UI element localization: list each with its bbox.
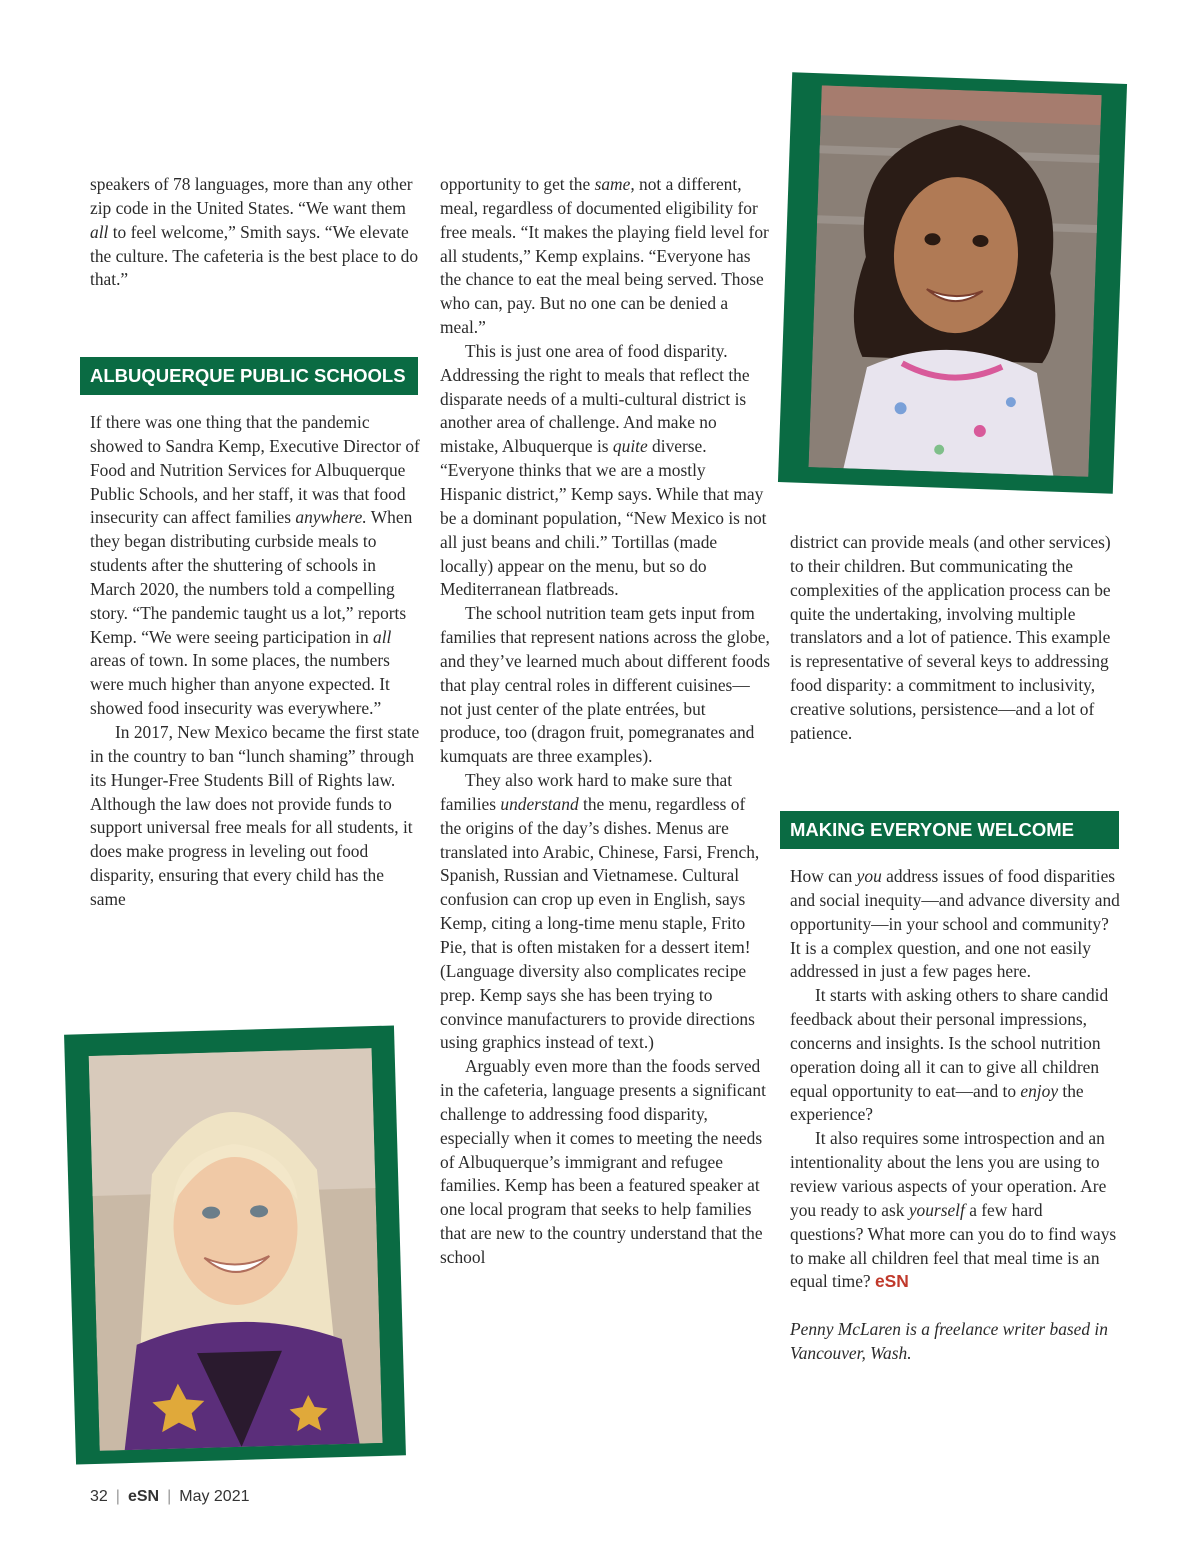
paragraph: How can you address issues of food disparities and social inequity—and advance diversity and opportunity—in your school and community? It is a complex question, and one not easily addressed in just a few pages here. <box>790 866 1120 982</box>
page-footer: 32 | eSN | May 2021 <box>90 1488 250 1505</box>
column-3-body <box>790 865 1120 1366</box>
photo-frame-girl-blonde <box>64 1025 406 1464</box>
magazine-name: eSN <box>127 1488 160 1505</box>
paragraph: opportunity to get the same, not a different, meal, regardless of documented eligibility for free meals. “It makes the playing field level for all students,” Kemp explains. “Everyone has the chance to eat the meal being served. Those who can, pay. But no one can be denied a meal.” <box>440 174 769 338</box>
column-1-body <box>90 411 420 912</box>
paragraph: speakers of 78 languages, more than any other zip code in the United States. “We want them all to feel welcome,” Smith says. “We elevate the culture. The cafeteria is the best place to do that.” <box>90 174 419 290</box>
paragraph: The school nutrition team gets input from families that represent nations across the globe, and they’ve learned much about different foods that play central roles in different cuisines—not just center of the plate entrées, but produce, too (dragon fruit, pomegranates and kumquats are three examples). <box>440 603 770 767</box>
column-2 <box>440 173 770 1270</box>
paragraph: This is just one area of food disparity. Addressing the right to meals that reflect the disparate needs of a multi-cultural district is another area of challenge. And make no mistake, Albuquerque is quite diverse. “Everyone thinks that we are a mostly Hispanic district,” Kemp says. While that may be a dominant population, “New Mexico is not all just beans and chili.” Tortillas (made locally) appear on the menu, but so do Mediterranean flatbreads. <box>440 340 767 600</box>
paragraph: district can provide meals (and other services) to their children. But communicating the complexities of the application process can be quite the undertaking, involving multiple translators and a lot of patience. This example is representative of several keys to addressing food disparity: a commitment to inclusivity, creative solutions, persistence—and a lot of patience. <box>790 532 1111 743</box>
section-heading-making-everyone-welcome: MAKING EVERYONE WELCOME <box>780 811 1119 849</box>
page-number: 32 <box>90 1488 108 1505</box>
author-byline: Penny McLaren is a freelance writer based in Vancouver, Wash. <box>790 1319 1108 1364</box>
paragraph: In 2017, New Mexico became the first state in the country to ban “lunch shaming” through its Hunger-Free Students Bill of Rights law. Although the law does not provide funds to support universal free meals for all students, it does make progress in leveling out food disparity, ensuring that every child has the same <box>90 721 420 909</box>
column-1 <box>90 173 420 292</box>
paragraph: It starts with asking others to share candid feedback about their personal impressions, concerns and insights. Is the school nutrition operation doing all it can to give all children equal opportunity to eat—and to enjoy the experience? <box>790 985 1109 1125</box>
paragraph: It also requires some introspection and an intentionality about the lens you are using to review various aspects of your operation. Are you ready to ask yourself a few hard questions? What more can you do to find ways to make all children feel that meal time is an equal time? eSN <box>790 1128 1117 1292</box>
photo-frame-girl-curly <box>778 72 1127 493</box>
column-3 <box>790 531 1120 746</box>
issue-date: May 2021 <box>179 1488 250 1505</box>
end-mark: eSN <box>874 1271 909 1292</box>
paragraph: Arguably even more than the foods served in the cafeteria, language presents a significant challenge to addressing food disparity, especially when it comes to meeting the needs of Albuquerque’s immigrant and refugee families. Kemp has been a featured speaker at one local program that seeks to help families that are new to the country understand that the school <box>440 1056 766 1267</box>
paragraph: If there was one thing that the pandemic showed to Sandra Kemp, Executive Director of Food and Nutrition Services for Albuquerque Public Schools, and her staff, it was that food insecurity can affect families anywhere. When they began distributing curbside meals to students after the shuttering of schools in March 2020, the numbers told a compelling story. “The pandemic taught us a lot,” reports Kemp. “We were seeing participation in all areas of town. In some places, the numbers were much higher than anyone expected. It showed food insecurity was everywhere.” <box>90 412 420 719</box>
section-heading-albuquerque: ALBUQUERQUE PUBLIC SCHOOLS <box>80 357 418 395</box>
photo-girl-curly <box>808 85 1101 477</box>
photo-girl-blonde <box>89 1048 383 1451</box>
paragraph: They also work hard to make sure that families understand the menu, regardless of the origins of the day’s dishes. Menus are translated into Arabic, Chinese, Farsi, French, Spanish, Russian and Vietnamese. Cultural confusion can crop up even in English, says Kemp, citing a long-time menu staple, Frito Pie, that is often mistaken for a dessert item! (Language diversity also complicates recipe prep. Kemp says she has been trying to convince manufacturers to provide directions using graphics instead of text.) <box>440 770 760 1053</box>
